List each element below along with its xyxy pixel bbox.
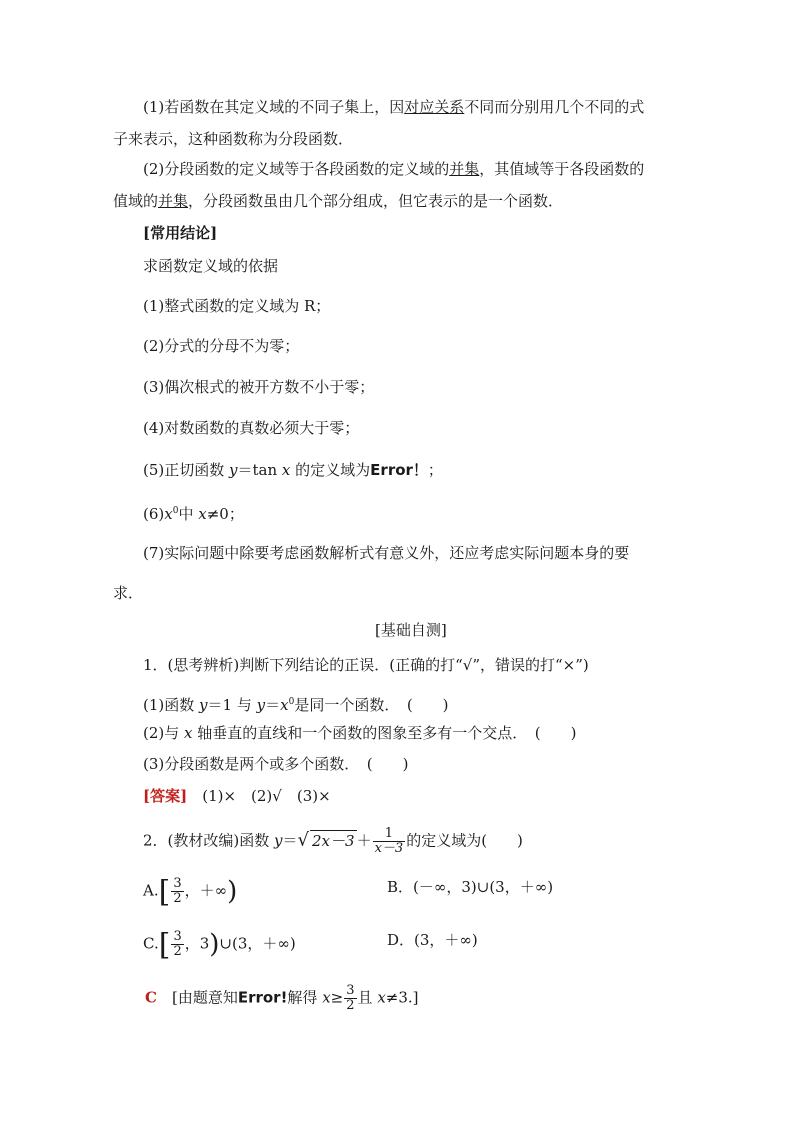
- text: 的定义域为: [290, 461, 371, 479]
- text: 解得: [287, 988, 323, 1007]
- text: (2)与: [143, 724, 185, 742]
- superscript: 0: [288, 697, 295, 707]
- error-placeholder: Error！: [370, 461, 428, 479]
- numerator: 3: [173, 929, 182, 944]
- underlined-term: 并集: [449, 160, 480, 178]
- radical-sign: √: [297, 829, 310, 851]
- question-1-answer: [143, 786, 331, 806]
- numerator: 3: [173, 876, 182, 891]
- paren-right: ): [227, 876, 238, 907]
- fraction: [373, 827, 406, 856]
- paragraph-2-line-2: [113, 191, 563, 211]
- error-placeholder: Error!: [237, 988, 288, 1007]
- text: ≥: [330, 988, 344, 1007]
- fraction: [344, 984, 356, 1013]
- text: 不同而分别用几个不同的式: [464, 98, 645, 116]
- text: ；: [427, 461, 443, 479]
- text: ＋: [356, 831, 372, 850]
- text: 的定义域为( ): [406, 831, 523, 850]
- conclusion-item-7-line-2: 求．: [113, 584, 144, 602]
- math-var: x: [281, 461, 291, 479]
- text: [由题意知: [171, 988, 238, 1007]
- text: (1)函数: [143, 696, 200, 714]
- text: 轴垂直的直线和一个函数的图象至多有一个交点． ( ): [192, 724, 577, 742]
- math-var: x: [164, 505, 173, 523]
- option-b: B．(－∞，3)∪(3，＋∞): [387, 878, 554, 896]
- conclusion-item-7-line-1: (7)实际问题中除要考虑函数解析式有意义外，还应考虑实际问题本身的要: [143, 544, 630, 562]
- text: ，3: [184, 934, 210, 953]
- option-d: D．(3，＋∞): [387, 931, 478, 949]
- paragraph-2-line-1: [143, 159, 644, 179]
- text: 值域的: [113, 192, 159, 210]
- text: ＝: [282, 831, 298, 850]
- conclusion-item-3: (3)偶次根式的被开方数不小于零；: [143, 378, 375, 396]
- question-2: [143, 827, 523, 856]
- text: (5)正切函数: [143, 461, 230, 479]
- fraction: [171, 930, 183, 959]
- text: ≠0；: [206, 505, 244, 523]
- conclusion-heading: 求函数定义域的依据: [143, 257, 279, 275]
- math-var: y: [199, 696, 208, 714]
- text: ，分段函数虽由几个部分组成，但它表示的是一个函数．: [188, 192, 564, 210]
- math-var: y: [274, 831, 283, 850]
- math-var: x: [280, 696, 289, 714]
- denominator: 2: [173, 891, 182, 906]
- option-c: [143, 927, 296, 963]
- text: 中: [178, 505, 199, 523]
- conclusion-item-1: (1)整式函数的定义域为 R；: [143, 297, 331, 315]
- bracket-left: [: [158, 927, 171, 963]
- answer-tag: [答案]: [143, 787, 188, 805]
- math-var: x: [198, 505, 207, 523]
- conclusion-item-2: (2)分式的分母不为零；: [143, 337, 300, 355]
- conclusion-item-5: [143, 460, 443, 480]
- question-2-solution: [145, 984, 419, 1013]
- option-a: [143, 874, 238, 910]
- question-1: 1．(思考辨析)判断下列结论的正误．(正确的打“√”，错误的打“×”): [143, 656, 589, 674]
- answer-text: (1)× (2)√ (3)×: [202, 787, 331, 805]
- numerator: 1: [373, 827, 406, 842]
- math-var: y: [229, 461, 238, 479]
- underlined-term: 并集: [158, 192, 189, 210]
- question-1-statement-2: [143, 723, 576, 743]
- text: ，＋∞: [184, 881, 228, 900]
- denominator: x－3: [374, 841, 404, 856]
- option-label: A.: [143, 881, 159, 900]
- underlined-term: 对应关系: [404, 98, 465, 116]
- conclusion-item-6: [143, 501, 244, 524]
- text: ∪(3，＋∞): [219, 934, 296, 953]
- conclusion-item-4: (4)对数函数的真数必须大于零；: [143, 419, 360, 437]
- math-var: x: [377, 988, 386, 1007]
- text: ＝: [265, 696, 281, 714]
- denominator: 2: [346, 998, 355, 1013]
- section-title-self-test: [基础自测]: [375, 621, 447, 639]
- text: 且: [357, 988, 378, 1007]
- text: (6): [143, 505, 165, 523]
- question-1-statement-3: (3)分段函数是两个或多个函数． ( ): [143, 755, 409, 773]
- paragraph-1-line-1: [143, 97, 644, 117]
- section-tag-conclusions: [常用结论]: [143, 224, 218, 242]
- option-label: C.: [143, 934, 159, 953]
- text: (1)若函数在其定义域的不同子集上，因: [143, 98, 405, 116]
- paren-right: ): [209, 929, 220, 960]
- text: ，其值域等于各段函数的: [479, 160, 645, 178]
- question-1-statement-1: [143, 692, 449, 715]
- denominator: 2: [173, 944, 182, 959]
- numerator: 3: [346, 983, 355, 998]
- text: ＝tan: [237, 461, 282, 479]
- answer-letter: C: [145, 988, 157, 1007]
- text: (2)分段函数的定义域等于各段函数的定义域的: [143, 160, 450, 178]
- bracket-left: [: [158, 874, 171, 910]
- math-var: x: [322, 988, 331, 1007]
- text: 2．(教材改编)函数: [143, 831, 275, 850]
- text: ＝1 与: [207, 696, 257, 714]
- radicand: 2x－3: [312, 831, 355, 850]
- text: ≠3.]: [385, 988, 419, 1007]
- superscript: 0: [172, 506, 179, 516]
- math-var: x: [184, 724, 193, 742]
- fraction: [171, 877, 183, 906]
- paragraph-1-line-2: 子来表示，这种函数称为分段函数．: [113, 130, 354, 148]
- math-var: y: [256, 696, 266, 714]
- text: 是同一个函数． ( ): [294, 696, 449, 714]
